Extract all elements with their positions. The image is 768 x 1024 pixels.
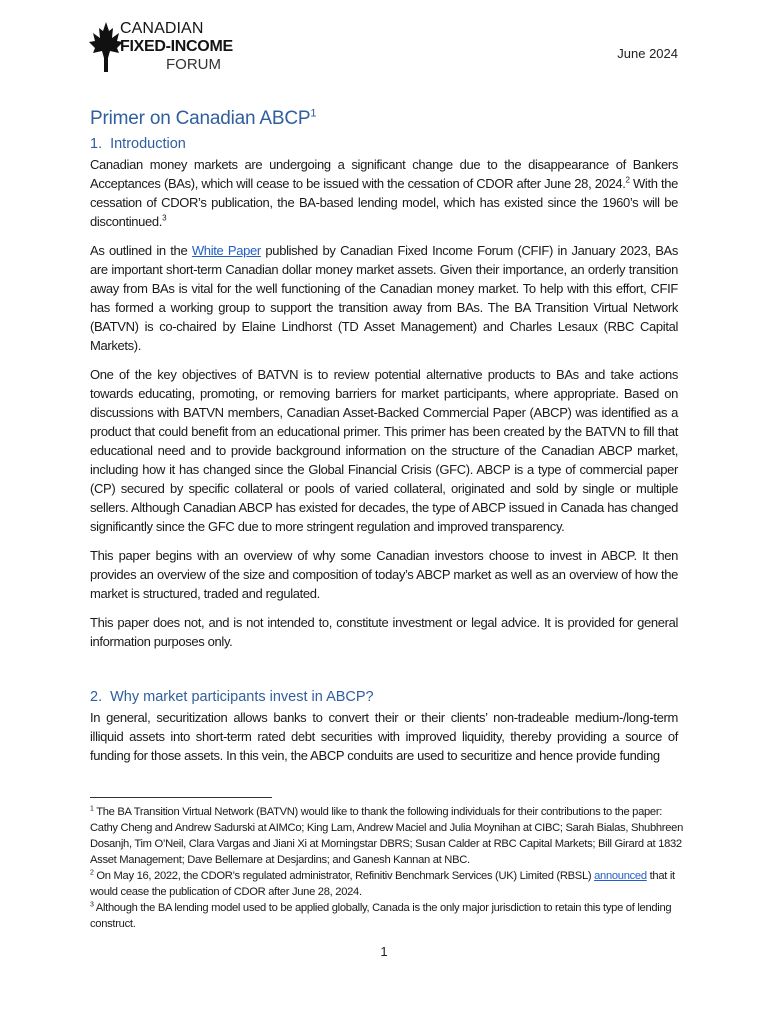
maple-leaf-icon [88, 20, 124, 74]
publication-date: June 2024 [617, 46, 678, 61]
white-paper-link[interactable]: White Paper [191, 243, 261, 258]
title-footnote-ref[interactable]: 1 [310, 107, 317, 120]
paragraph-text: Canadian money markets are undergoing a significant change due to the disappearance of Bankers Acceptances (BAs), which will cease to be issued with the cessation of CDOR after June 28, 2024. [90, 157, 678, 191]
announced-link[interactable]: announced [594, 870, 647, 882]
intro-paragraph-2 [90, 241, 678, 355]
footnotes [90, 804, 690, 932]
section-number: 1. [90, 136, 103, 152]
section-number: 2. [90, 689, 103, 705]
main-content [90, 108, 678, 775]
logo-wordmark [120, 20, 233, 72]
footnote-text: that it would cease the publication of CDOR after June 28, 2024. [90, 870, 675, 898]
intro-paragraph-4: This paper begins with an overview of why some Canadian investors choose to invest in ABCP. It then provides an overview of the size and composition of today’s ABCP market as well as an overview of how the market is structured, traded and regulated. [90, 548, 678, 601]
paragraph-text: published by Canadian Fixed Income Forum (CFIF) in January 2023, BAs are important short-term Canadian dollar money market assets. Given their importance, an orderly transition away from BAs is vital for the well functioning of the Canadian money market. To help with this effort, CFIF has formed a working group to support the transition away from BAs. The BA Transition Virtual Network (BATVN) is co-chaired by Elaine Lindhorst (TD Asset Management) and Charles Lesaux (RBC Capital Markets). [90, 243, 679, 353]
logo-line-1: CANADIAN [120, 20, 204, 37]
footnote-3 [90, 900, 690, 932]
section-spacer [90, 661, 678, 689]
footnote-separator [90, 797, 272, 798]
section-title: Introduction [110, 136, 186, 152]
intro-paragraph-3: One of the key objectives of BATVN is to review potential alternative products to BAs and take actions towards educating, promoting, or removing barriers for market participants, where appropriate. Based on discussions with BATVN members, Canadian Asset-Backed Commercial Paper (ABCP) was identified as a product that could benefit from an educational primer. This primer has been created by the BATVN to fill that educational need and to provide background information on the structure of the Canadian ABCP market, including how it has changed since the Global Financial Crisis (GFC). ABCP is a type of commercial paper (CP) secured by specific collateral or pools of varied collateral, originated and sold by single or multiple sellers. Although Canadian ABCP has existed for decades, the type of ABCP issued in Canada has changed significantly since the GFC due to more stringent regulation and improved transparency. [90, 367, 678, 534]
intro-paragraph-1 [90, 155, 678, 231]
footnote-text: Although the BA lending model used to be applied globally, Canada is the only major jurisdiction to retain this type of lending construct. [90, 902, 672, 930]
section-heading-introduction [90, 136, 678, 152]
footnote-mark: 1 [90, 805, 94, 813]
intro-paragraph-5: This paper does not, and is not intended to, constitute investment or legal advice. It is provided for general information purposes only. [90, 615, 678, 649]
section2-paragraph-1: In general, securitization allows banks to convert their or their clients’ non-tradeable medium-/long-term illiquid assets into short-term rated debt securities with improved liquidity, thereby providing a source of funding for those assets. In this vein, the ABCP conduits are used to securitize and hence provide funding [90, 710, 678, 763]
footnote-1 [90, 804, 690, 868]
paragraph-text: As outlined in the [90, 243, 192, 258]
footnote-text: On May 16, 2022, the CDOR’s regulated administrator, Refinitiv Benchmark Services (UK) Limited (RBSL) [96, 870, 595, 882]
page-number: 1 [380, 944, 388, 959]
footnote-ref[interactable]: 3 [162, 213, 167, 223]
footnote-2 [90, 868, 690, 900]
section-heading-why-invest [90, 689, 678, 705]
cfif-logo [88, 18, 248, 76]
section-title: Why market participants invest in ABCP? [110, 689, 374, 705]
footnote-mark: 2 [90, 869, 94, 877]
footnote-text: The BA Transition Virtual Network (BATVN) would like to thank the following individuals for their contributions to the paper: Cathy Cheng and Andrew Sadurski at AIMCo; King Lam, Andrew Maciel and Julia Moynihan at CIBC; Sarah Bialas, Shubhreen Dosanjh, Tim O’Neil, Clara Vargas and Jiani Xi at Morningstar DBRS; Susan Calder at RBC Capital Markets; Bill Girard at 1832 Asset Management; Dave Bellemare at Desjardins; and Ganesh Kannan at NBC. [90, 806, 683, 866]
footnote-mark: 3 [90, 901, 94, 909]
page-title [90, 108, 678, 130]
paragraph-text: With the cessation of CDOR’s publication, the BA-based lending model, which has existed since the 1960’s will be discontinued. [90, 176, 678, 229]
logo-line-3: FORUM [166, 56, 221, 73]
title-text: Primer on Canadian ABCP [90, 108, 311, 129]
logo-line-2: FIXED-INCOME [120, 38, 233, 55]
footnote-ref[interactable]: 2 [625, 175, 630, 185]
